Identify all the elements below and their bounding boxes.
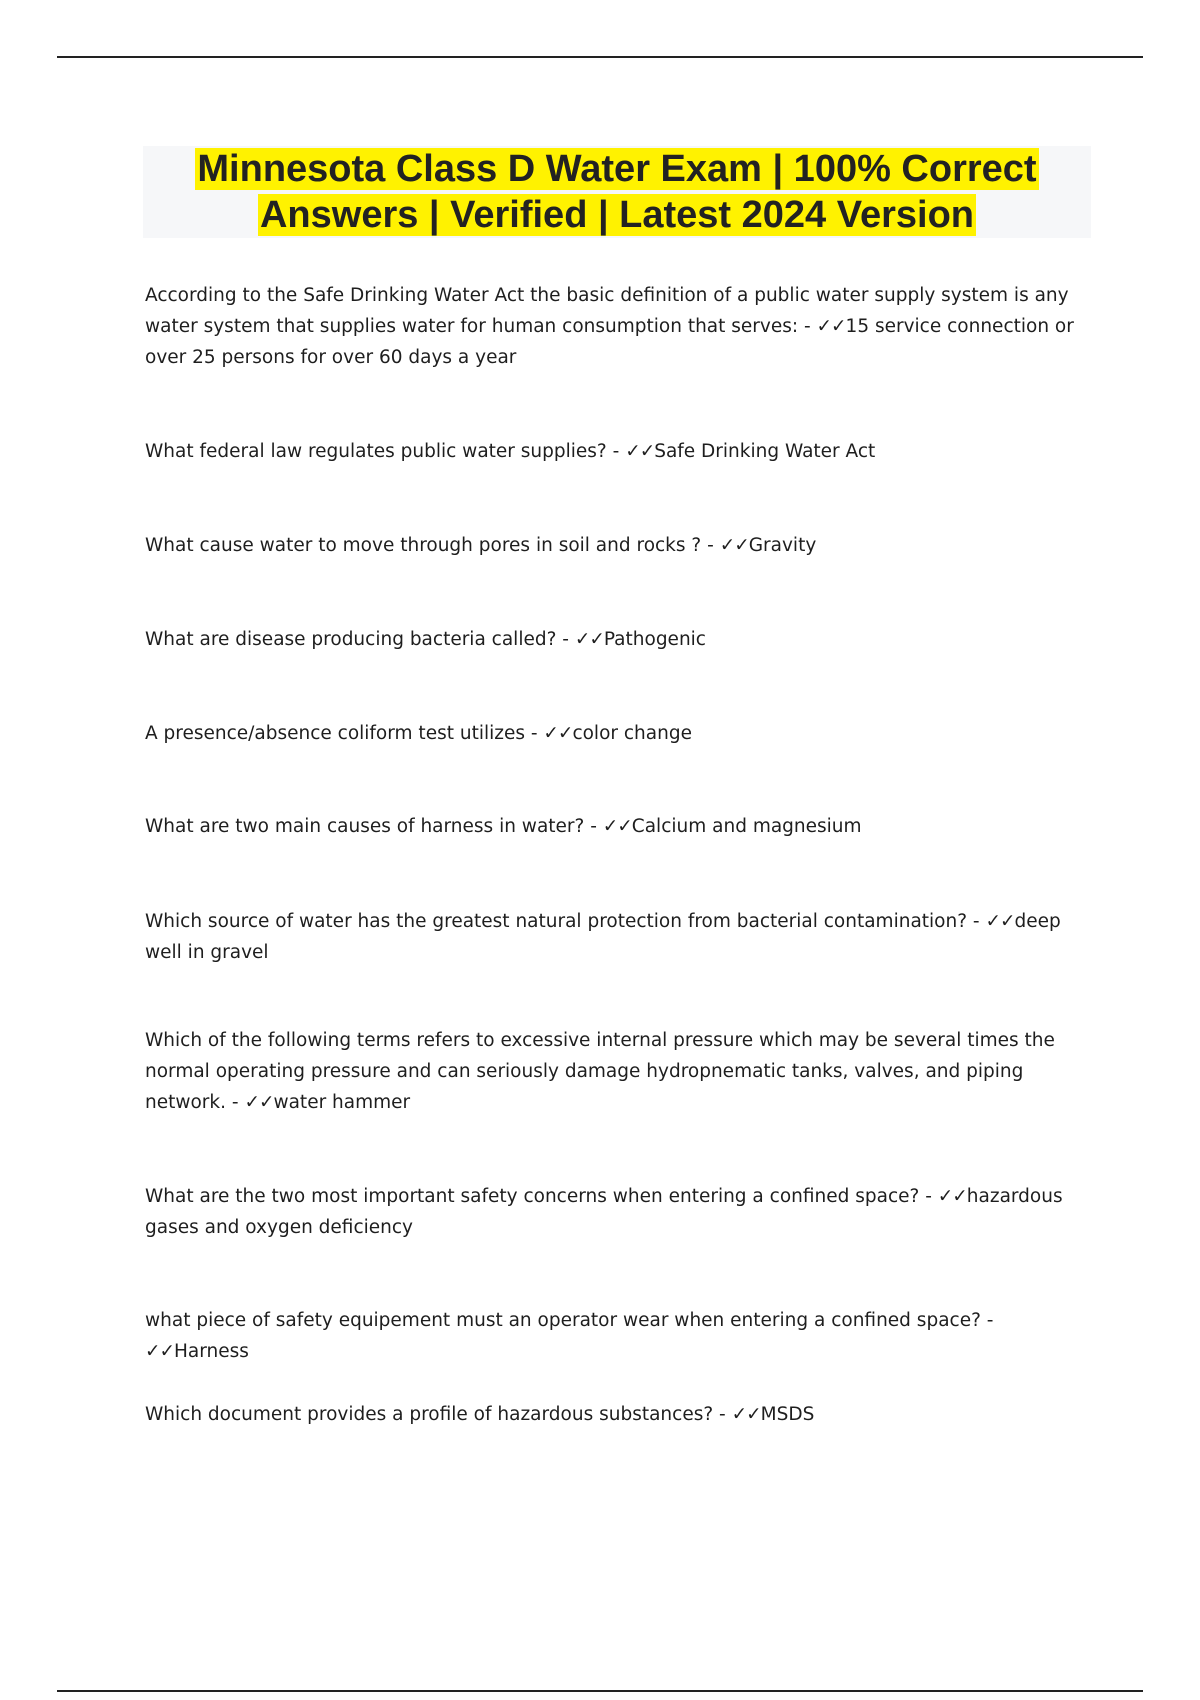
check-mark-icon: ✓✓ (602, 816, 632, 837)
qa-item (145, 1025, 1090, 1118)
separator: - (713, 1404, 732, 1425)
document-title (143, 146, 1091, 238)
title-band (143, 146, 1091, 238)
document-title-highlight: Minnesota Class D Water Exam | 100% Correct Answers | Verified | Latest 2024 Version (197, 148, 1037, 236)
question-text: According to the Safe Drinking Water Act the basic definition of a public water supply system is any water system that supplies water for human consumption that serves: (145, 285, 1069, 337)
qa-item (145, 624, 1090, 655)
qa-item (145, 530, 1090, 561)
answer-text: MSDS (760, 1404, 815, 1425)
separator: - (524, 723, 544, 744)
separator: - (556, 629, 575, 650)
qa-item (145, 811, 1090, 842)
question-text: What federal law regulates public water supplies? (145, 441, 607, 462)
top-rule (57, 56, 1143, 58)
answer-text: color change (572, 723, 692, 744)
check-mark-icon: ✓✓ (574, 629, 604, 650)
answer-text: Safe Drinking Water Act (654, 441, 876, 462)
qa-item (145, 718, 1090, 749)
separator: - (226, 1092, 245, 1113)
check-mark-icon: ✓✓ (543, 723, 573, 744)
answer-text: water hammer (273, 1092, 411, 1113)
answer-text: 15 service connection or over 25 persons for over 60 days a year (145, 316, 1074, 368)
answer-text: Gravity (748, 535, 817, 556)
qa-item (145, 1305, 1090, 1367)
separator: - (919, 1186, 938, 1207)
question-text: Which of the following terms refers to excessive internal pressure which may be several times the normal operating pressure and can seriously damage hydropnematic tanks, valves, and piping network. (145, 1030, 1055, 1113)
question-text: Which source of water has the greatest natural protection from bacterial contamination? (145, 911, 968, 932)
question-text: What are disease producing bacteria called? (145, 629, 557, 650)
check-mark-icon: ✓✓ (625, 441, 655, 462)
question-text: What are the two most important safety concerns when entering a confined space? (145, 1186, 920, 1207)
check-mark-icon: ✓✓ (244, 1092, 274, 1113)
separator: - (798, 316, 817, 337)
bottom-rule (57, 1690, 1143, 1692)
check-mark-icon: ✓✓ (816, 316, 846, 337)
separator: - (606, 441, 626, 462)
qa-item (145, 906, 1090, 968)
check-mark-icon: ✓✓ (719, 535, 749, 556)
answer-text: Calcium and magnesium (631, 816, 862, 837)
check-mark-icon: ✓✓ (937, 1186, 967, 1207)
check-mark-icon: ✓✓ (145, 1341, 175, 1362)
qa-item (145, 436, 1090, 467)
answer-text: hazardous gases and oxygen deficiency (145, 1186, 1063, 1238)
check-mark-icon: ✓✓ (985, 911, 1015, 932)
answer-text: deep well in gravel (145, 911, 1061, 963)
answer-text: Pathogenic (603, 629, 706, 650)
question-text: What are two main causes of harness in water? (145, 816, 585, 837)
qa-item (145, 1399, 1090, 1430)
question-text: what piece of safety equipement must an operator wear when entering a confined space? (145, 1310, 981, 1331)
qa-item (145, 1181, 1090, 1243)
check-mark-icon: ✓✓ (731, 1404, 761, 1425)
separator: - (584, 816, 603, 837)
separator: - (701, 535, 720, 556)
question-text: What cause water to move through pores in soil and rocks ? (145, 535, 702, 556)
question-text: Which document provides a profile of hazardous substances? (145, 1404, 714, 1425)
qa-item (145, 280, 1090, 373)
separator: - (980, 1310, 994, 1331)
answer-text: Harness (174, 1341, 249, 1362)
question-text: A presence/absence coliform test utilizes (145, 723, 525, 744)
separator: - (967, 911, 986, 932)
